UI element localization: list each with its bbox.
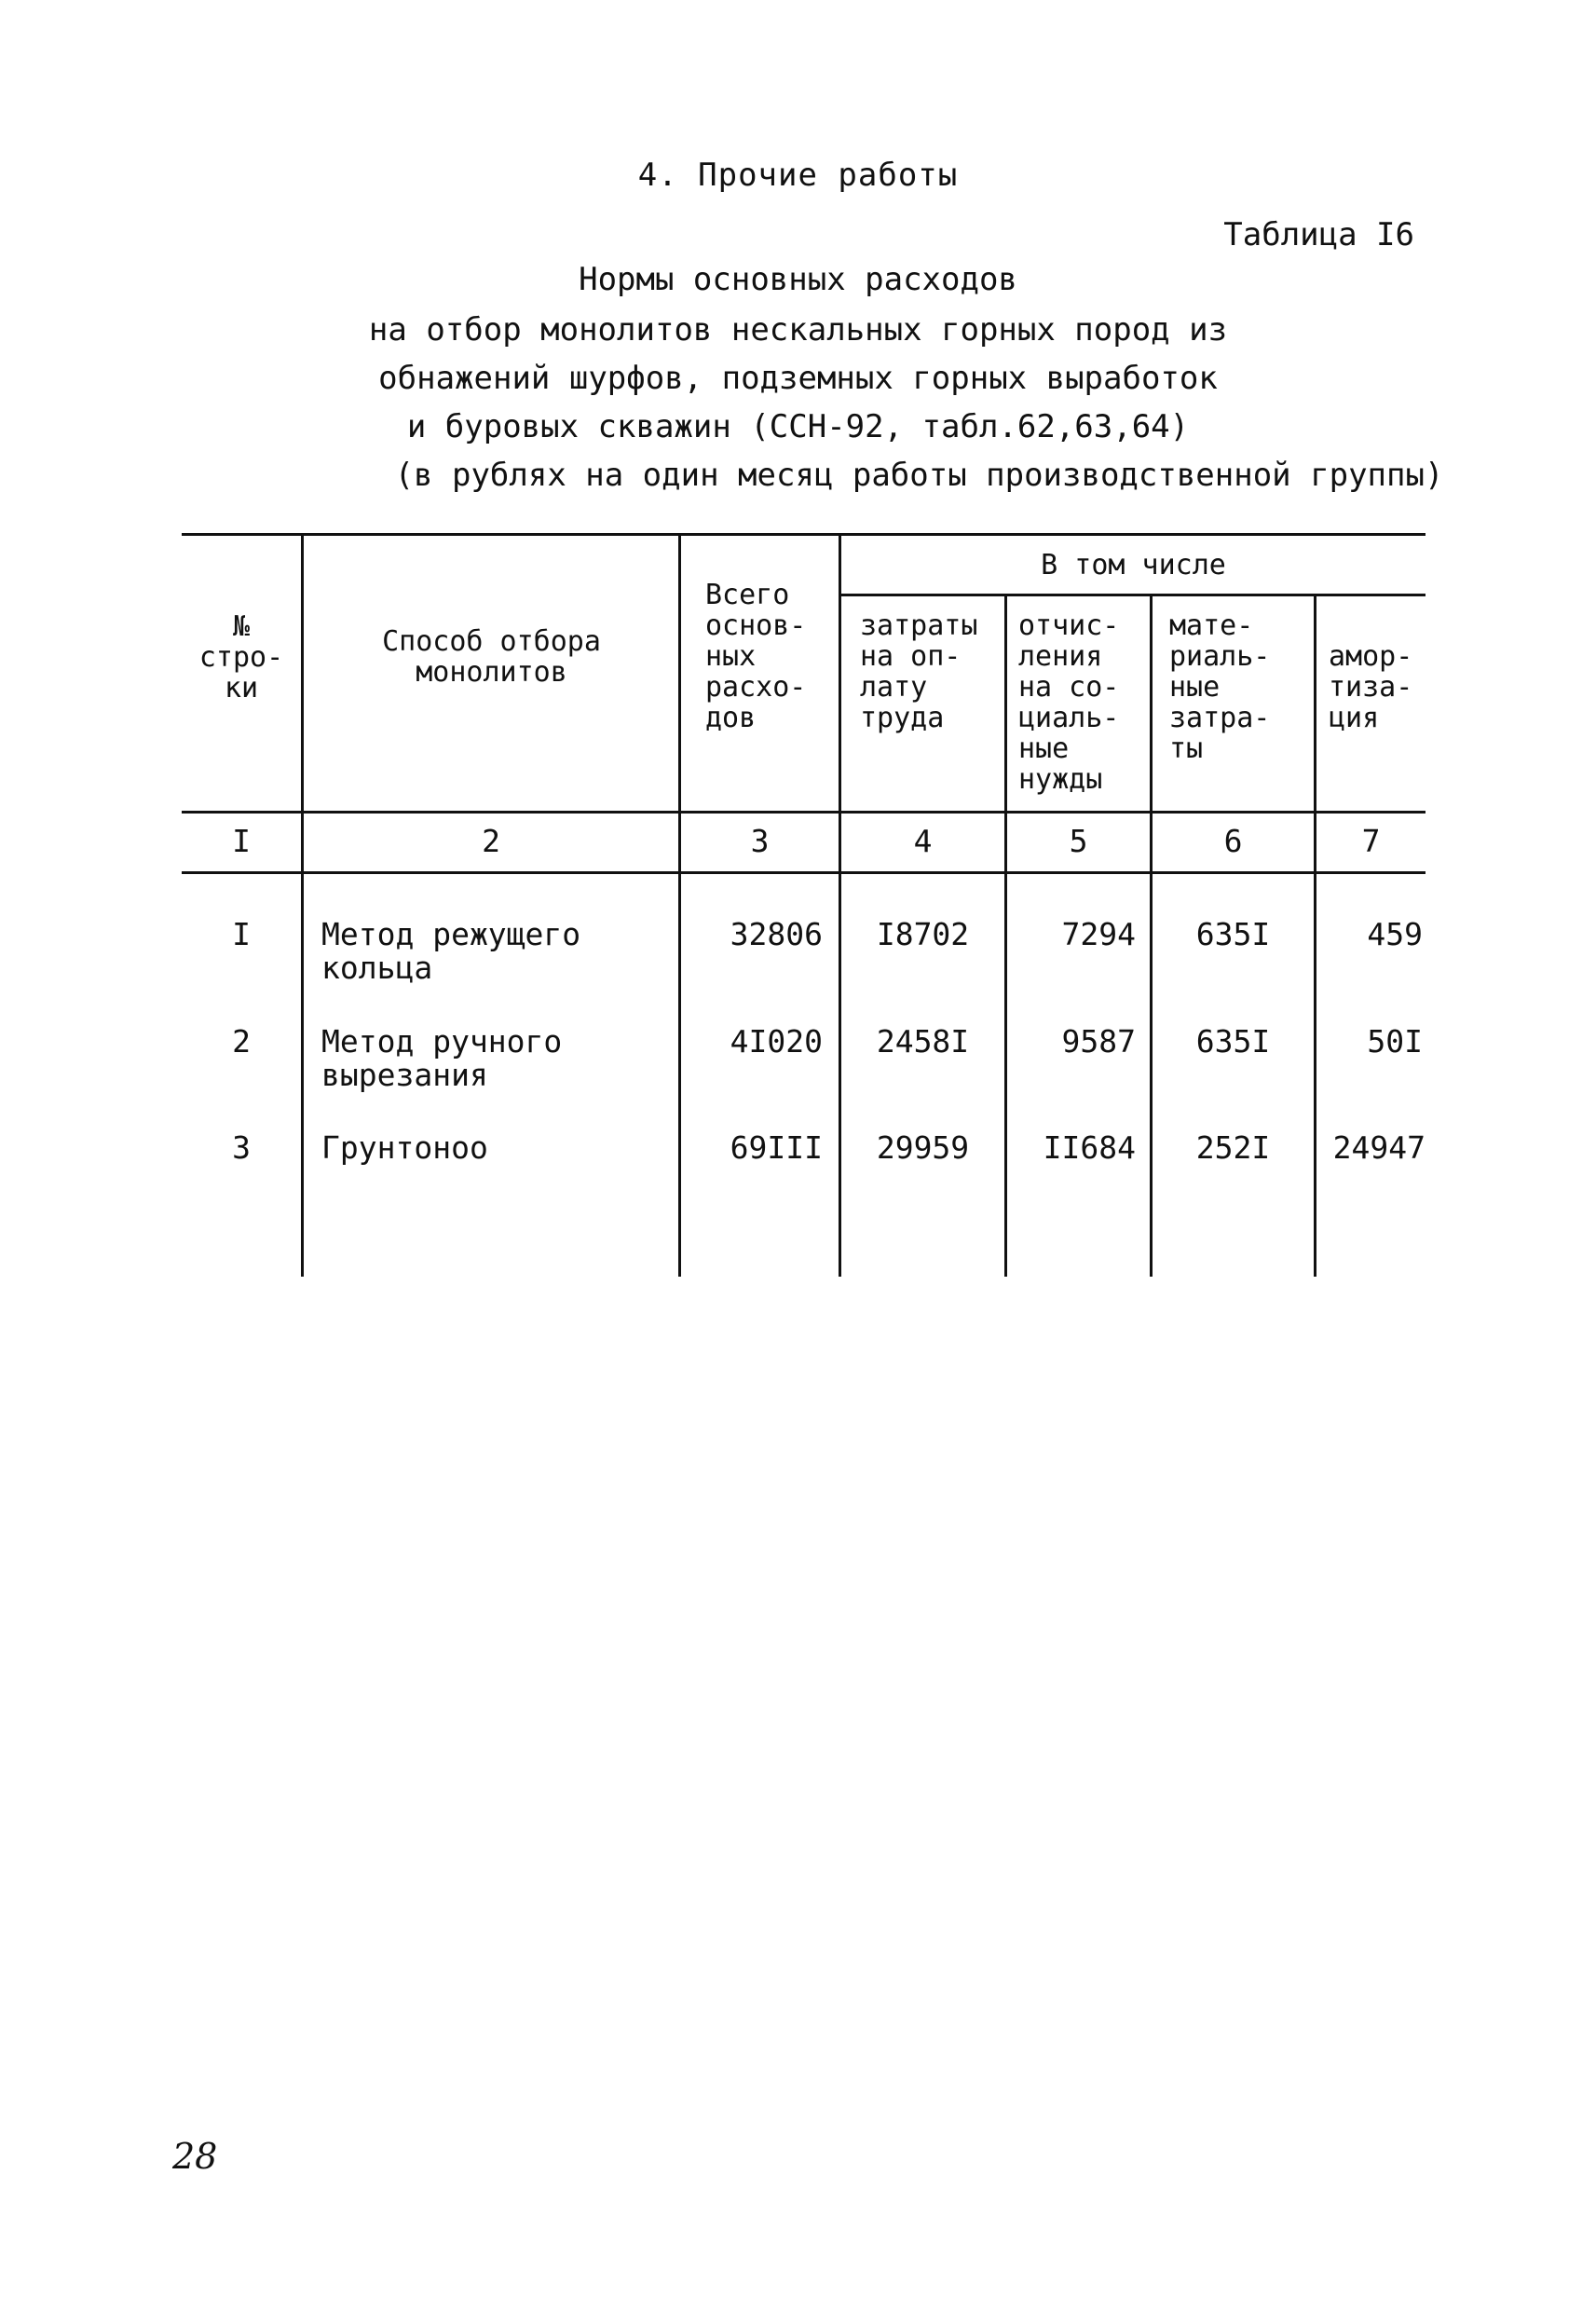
header-row-number: № стро- ки [198,610,284,704]
row-method: Метод ручного вырезания [321,1023,563,1093]
header-material-costs: мате- риаль- ные затра- ты [1169,609,1271,765]
row-amortization: 459 [1367,916,1423,952]
row-social: II684 [1043,1129,1136,1166]
column-divider [301,533,304,1277]
column-numbers-rule [182,871,1425,874]
header-labor-costs: затраты на оп- лату труда [860,609,978,734]
header-method: Способ отбора монолитов [382,625,601,689]
table-caption-line: и буровых скважин (ССН-92, табл.62,63,64) [406,408,1190,445]
row-amortization: 24947 [1332,1129,1425,1166]
table-caption-line: на отбор монолитов нескальных горных пород из [368,311,1228,349]
row-total: 4I020 [730,1023,823,1060]
column-number: 2 [482,823,500,859]
column-divider [678,533,681,1277]
table-number: Таблица I6 [1223,216,1414,253]
section-title: 4. Прочие работы [637,157,959,194]
row-materials: 252I [1195,1129,1271,1166]
column-number: 6 [1223,823,1243,859]
row-total: 32806 [730,916,823,952]
row-total: 69III [730,1129,823,1166]
row-amortization: 50I [1367,1023,1423,1060]
column-number: 3 [750,823,770,859]
header-total: Всего основ- ных расхо- дов [705,579,807,734]
column-divider [839,533,841,1277]
row-labor: 2458I [876,1023,970,1060]
column-number: 5 [1069,823,1088,859]
row-labor: I8702 [876,916,970,952]
table-caption-units: (в рублях на один месяц работы производственной группы) [394,457,1444,494]
column-number: 4 [913,823,933,859]
group-header-rule [839,594,1425,596]
row-method: Метод режущего кольца [321,916,581,986]
header-social-contributions: отчис- ления на со- циаль- ные нужды [1018,609,1120,796]
row-social: 9587 [1061,1023,1136,1060]
page-number: 28 [172,2136,218,2177]
row-materials: 635I [1195,916,1271,952]
column-number: I [232,823,251,859]
header-bottom-rule [182,811,1425,814]
row-number: 3 [232,1129,251,1166]
row-number: 2 [232,1023,251,1060]
table-top-rule [182,533,1425,536]
row-social: 7294 [1061,916,1136,952]
row-number: I [232,916,251,952]
table-caption-line: Нормы основных расходов [579,261,1017,298]
table-caption-line: обнажений шурфов, подземных горных выработок [378,360,1218,397]
header-group-including: В том числе [1041,549,1226,581]
row-labor: 29959 [876,1129,970,1166]
header-amortization: амор- тиза- ция [1329,640,1413,734]
row-method: Грунтоноо [321,1129,488,1166]
row-materials: 635I [1195,1023,1271,1060]
column-number: 7 [1361,823,1381,859]
